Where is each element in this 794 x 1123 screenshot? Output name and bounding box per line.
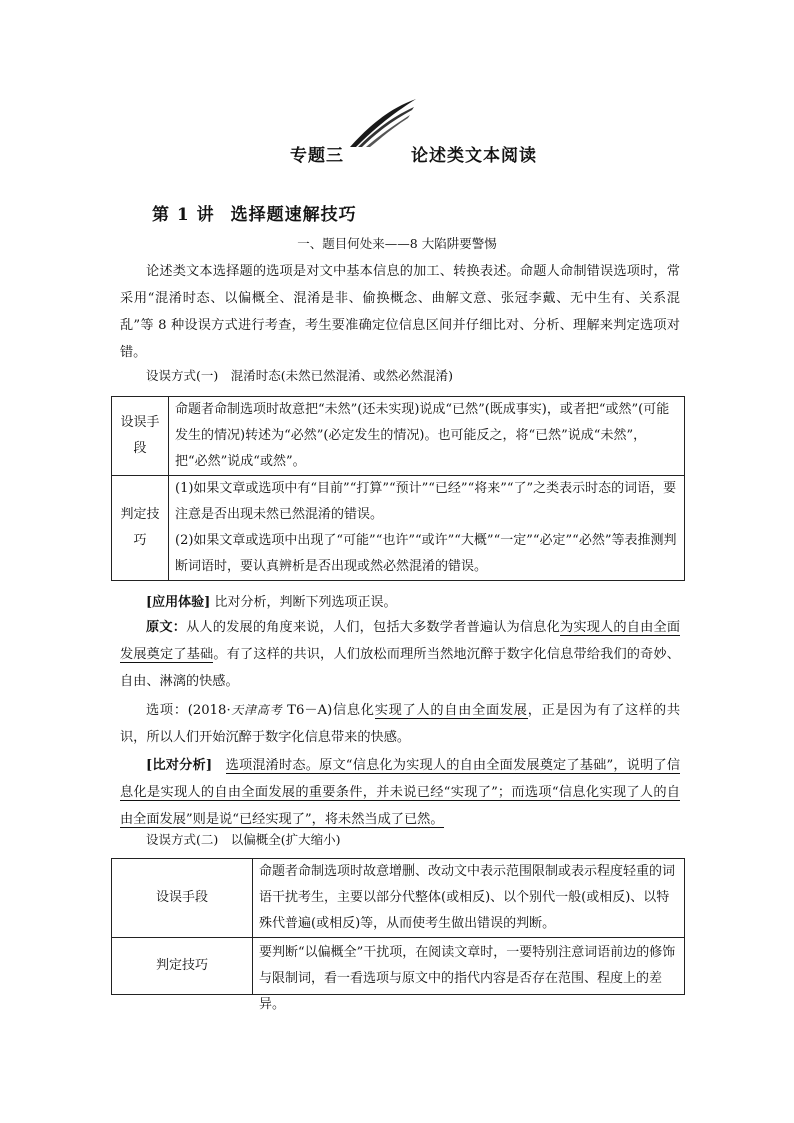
page-title: 论述类文本阅读 — [411, 146, 537, 166]
analysis-text — [120, 752, 680, 833]
analysis-label: [比对分析] — [146, 758, 213, 773]
row-content — [253, 938, 685, 1012]
table-row — [112, 397, 685, 476]
method1-caption: 设误方式(一) 混淆时态(未然已然混淆、或然必然混淆) — [146, 368, 454, 383]
lesson-title: 选择题速解技巧 — [230, 205, 357, 225]
row-content: 命题者命制选项时故意增删、改动文中表示范围限制或表示程度轻重的词语干扰考生，主要以部分代整体(或相反)、以个别代一般(或相反)、以特殊代普遍(或相反)等，从而使考生做出错误的判断。 — [253, 859, 685, 938]
swoosh-logo-icon — [348, 97, 418, 149]
lesson-number: 第 1 讲 — [152, 205, 215, 225]
application-line — [146, 591, 396, 610]
table-row — [112, 859, 685, 938]
analysis-body: 选项混淆时态。原文“信息化为实现人的自由全面发展奠定了基础”，说明了信息化是实现人的自由全面发展的重要条件，并未说已经“实现了”；而选项“信息化实现了人的自由全面发展”则是说“已经实现了”，将未然当成了已然。 — [120, 758, 681, 827]
row-content-text: 要判断“以偏概全”干扰项，在阅读文章时，一要特别注意词语前边的修饰与限制词，看一看选项与原文中的指代内容是否存在范围、程度上的差异。 — [259, 945, 676, 1012]
row-label: 设误手段 — [112, 397, 169, 476]
method2-table — [111, 858, 685, 1012]
option-text — [120, 697, 680, 751]
table-row — [112, 938, 685, 995]
original-label: 原文： — [146, 620, 187, 635]
original-pre: 从人的发展的角度来说，人们，包括大多数学者普遍认为信息化 — [186, 620, 560, 635]
original-text — [120, 614, 680, 695]
method2-caption: 设误方式(二) 以偏概全(扩大缩小) — [146, 832, 341, 847]
option-underlined: 实现了人的自由全面发展 — [374, 703, 528, 718]
row-label: 判定技巧 — [112, 476, 169, 581]
row-label: 判定技巧 — [112, 938, 253, 995]
intro-paragraph: 论述类文本选择题的选项是对文中基本信息的加工、转换表述。命题人命制错误选项时，常采用“混淆时态、以偏概全、混淆是非、偷换概念、曲解文意、张冠李戴、无中生有、关系混乱”等 8 种设误方式进行考查，考生要准确定位信息区间并仔细比对、分析、理解来判定选项对错。 — [120, 264, 680, 360]
original-post: 。有了这样的共识，人们放松而理所当然地沉醉于数字化信息带给我们的奇妙、自由、淋漓的快感。 — [120, 647, 680, 689]
table-row — [112, 476, 685, 581]
application-label: [应用体验] — [146, 595, 211, 610]
method1-table — [111, 396, 685, 581]
option-post: ，正是因为有了这样的共识，所以人们开始沉醉于数字化信息带来的快感。 — [120, 703, 681, 745]
option-source: 天津高考 — [230, 703, 283, 717]
row-content: 命题者命制选项时故意把“未然”(还未实现)说成“已然”(既成事实)，或者把“或然”(可能发生的情况)转述为“必然”(必定发生的情况)。也可能反之，将“已然”说成“未然”，把“必然”说成“或然”。 — [169, 397, 685, 476]
topic-label: 专题三 — [290, 146, 344, 166]
option-label: 选项： — [146, 703, 188, 718]
application-instruction: 比对分析，判断下列选项正误。 — [214, 595, 397, 610]
row-label: 设误手段 — [112, 859, 253, 938]
option-source-open: (2018· — [187, 703, 231, 718]
section-heading: 一、题目何处来——8 大陷阱要警惕 — [297, 236, 497, 251]
original-underlined: 为实现人的自由全面发展奠定了基础 — [120, 620, 681, 662]
option-source-close: T6－A) — [282, 703, 333, 718]
lesson-heading — [152, 200, 357, 225]
tip-2: (2)如果文章或选项中出现了“可能”“也许”“或许”“大概”“一定”“必定”“必然”等表推测判断词语时，要认真辨析是否出现或然必然混淆的错误。 — [175, 533, 677, 574]
tip-1: (1)如果文章或选项中有“目前”“打算”“预计”“已经”“将来”“了”之类表示时态的词语，要注意是否出现未然已然混淆的错误。 — [175, 481, 677, 522]
option-pre: 信息化 — [332, 703, 375, 718]
row-content — [169, 476, 685, 581]
